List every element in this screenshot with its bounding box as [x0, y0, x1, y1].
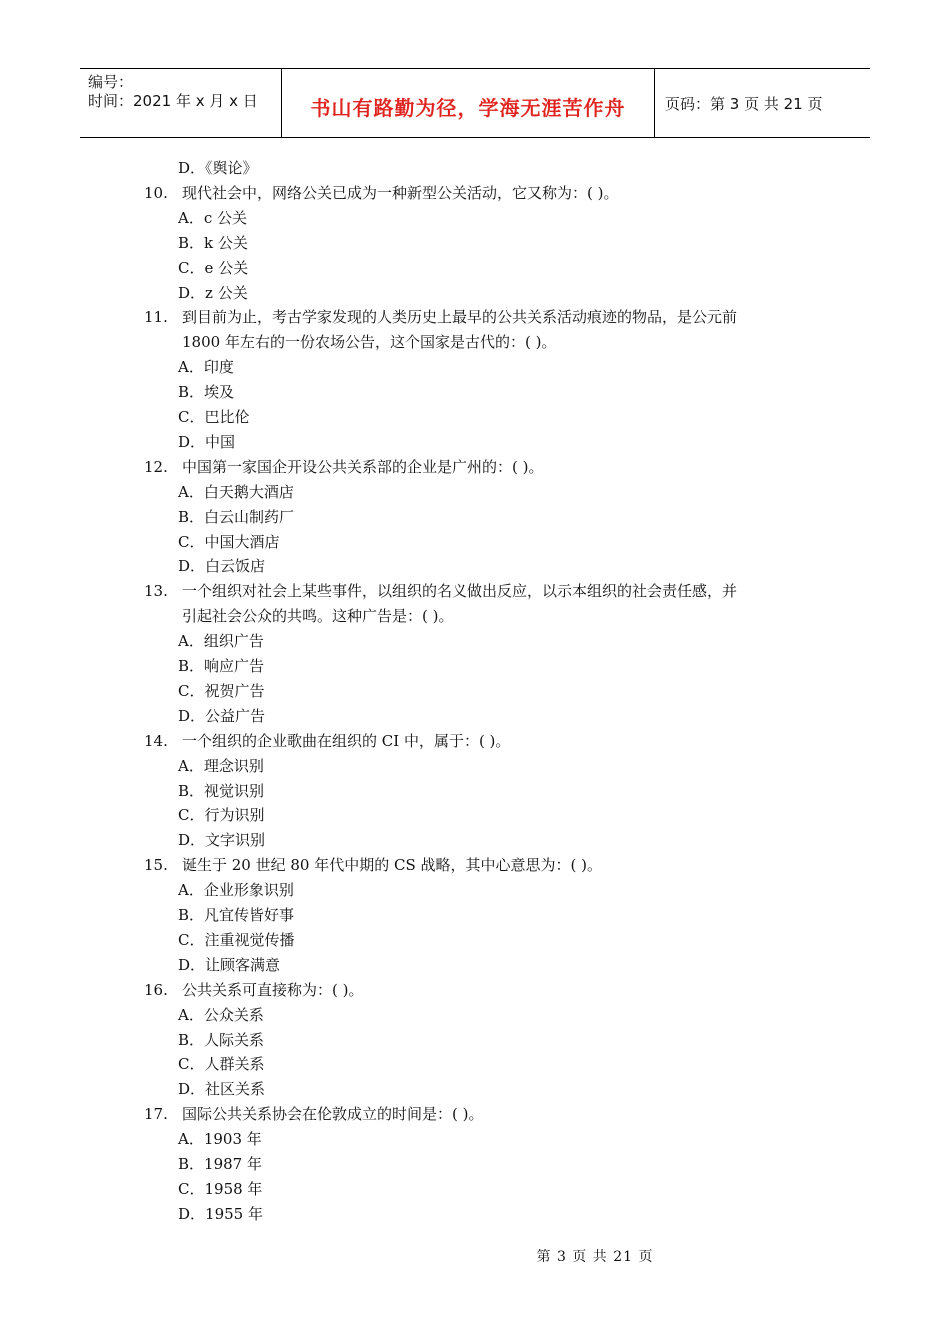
lead-option: D．《舆论》: [178, 159, 258, 177]
question-text: 现代社会中，网络公关已成为一种新型公关活动，它又称为：( )。: [182, 183, 619, 202]
question-number: 16.: [144, 980, 168, 999]
answer-option: B．埃及: [178, 383, 235, 402]
answer-option: A．企业形象识别: [178, 881, 294, 900]
answer-option: B．人际关系: [178, 1030, 265, 1049]
answer-option: A．公众关系: [178, 1005, 264, 1024]
answer-option: C．中国大酒店: [178, 532, 280, 551]
answer-option: B．白云山制药厂: [178, 507, 295, 526]
answer-option: A．组织广告: [178, 632, 264, 651]
question-text: 公共关系可直接称为：( )。: [182, 980, 364, 999]
footer-page-number: 第 3 页 共 21 页: [536, 1249, 654, 1265]
answer-option: D．白云饭店: [178, 557, 266, 576]
time-label: 时间：2021 年 x 月 x 日: [88, 92, 258, 110]
answer-option: C．e 公关: [178, 258, 249, 277]
answer-option: B．1987 年: [178, 1155, 262, 1173]
answer-option: A．c 公关: [178, 208, 248, 227]
question-number: 11.: [144, 308, 168, 327]
question-text: 一个组织对社会上某些事件，以组织的名义做出反应，以示本组织的社会责任感，并: [182, 582, 738, 601]
page-footer: [0, 1246, 950, 1266]
answer-option: A．印度: [178, 358, 234, 377]
question-number: 12.: [144, 457, 168, 476]
question-text-continued: 1800 年左右的一份农场公告，这个国家是古代的：( )。: [182, 333, 557, 352]
answer-option: B．响应广告: [178, 657, 265, 675]
question-text-continued: 引起社会公众的共鸣。这种广告是：( )。: [182, 607, 454, 626]
answer-option: D．中国: [178, 432, 236, 451]
answer-option: B．凡宜传皆好事: [178, 906, 295, 924]
question-text: 中国第一家国企开设公共关系部的企业是广州的：( )。: [182, 457, 544, 476]
answer-option: D．公益广告: [178, 706, 266, 725]
header-page-info-cell: [655, 69, 870, 137]
serial-label: 编号：: [88, 73, 134, 91]
answer-option: C．人群关系: [178, 1055, 265, 1074]
question-number: 13.: [144, 582, 168, 601]
question-text: 到目前为止，考古学家发现的人类历史上最早的公共关系活动痕迹的物品，是公元前: [182, 308, 738, 327]
answer-option: D．让顾客满意: [178, 955, 281, 974]
answer-option: B．k 公关: [178, 233, 248, 252]
question-text: 国际公共关系协会在伦敦成立的时间是：( )。: [182, 1105, 484, 1124]
question-text: 一个组织的企业歌曲在组织的 CI 中，属于：( )。: [182, 731, 511, 750]
answer-option: C．注重视觉传播: [178, 930, 295, 949]
answer-option: A．1903 年: [178, 1130, 262, 1149]
answer-option: B．视觉识别: [178, 781, 265, 800]
question-number: 10.: [144, 183, 168, 202]
answer-option: C．巴比伦: [178, 408, 250, 426]
page-info: 页码：第 3 页 共 21 页: [665, 94, 823, 113]
answer-option: A．白天鹅大酒店: [178, 482, 294, 501]
answer-option: A．理念识别: [178, 756, 264, 775]
answer-option: C．祝贺广告: [178, 681, 265, 700]
answer-option: D．z 公关: [178, 283, 248, 302]
question-number: 17.: [144, 1105, 168, 1124]
answer-option: D．文字识别: [178, 831, 266, 850]
answer-option: C．1958 年: [178, 1179, 263, 1198]
answer-option: D．1955 年: [178, 1204, 263, 1223]
motto: 书山有路勤为径，学海无涯苦作舟: [310, 95, 626, 120]
answer-option: C．行为识别: [178, 806, 265, 825]
question-text: 诞生于 20 世纪 80 年代中期的 CS 战略，其中心意思为：( )。: [182, 856, 603, 875]
answer-option: D．社区关系: [178, 1080, 266, 1099]
header-motto-cell: [282, 69, 655, 137]
header-meta: [80, 69, 282, 137]
question-number: 15.: [144, 856, 168, 875]
page-header: [80, 68, 870, 138]
question-number: 14.: [144, 731, 168, 750]
